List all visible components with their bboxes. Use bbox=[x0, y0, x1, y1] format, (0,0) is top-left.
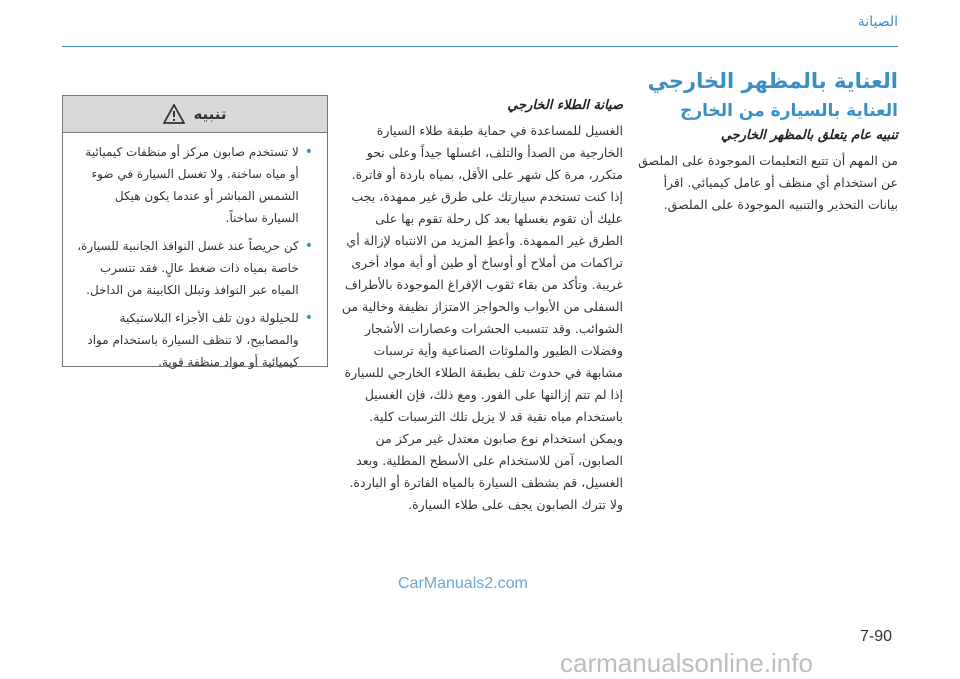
bullet-dot-icon: • bbox=[304, 238, 313, 254]
header-divider bbox=[62, 46, 898, 47]
footer-watermark: carmanualsonline.info bbox=[560, 648, 813, 678]
middle-column bbox=[340, 96, 623, 516]
paint-care-text: الغسيل للمساعدة في حماية طبقة طلاء السيارة الخارجية من الصدأ والتلف، اغسلها جيداً وعلى نحو متكرر، مرة كل شهر على الأقل، بمياه باردة أو فاترة. إذا كنت تستخدم سيارتك على طرق غير ممهدة، يجب عليك أن تقوم بغسلها بعد كل رحلة تقوم بها على الطرق غير الممهدة. وأعطِ المزيد من الانتباه لإزالة أي تراكمات من أملاح أو أوساخ أو طين أو أية مواد أخرى غريبة. وتأكد من بقاء ثقوب الإفراغ الموجودة بالأطراف السفلى من الأبواب والحواجز الامتزاز نظيفة وخالية من الشوائب. وقد تتسبب الحشرات وعصارات الأشجار وفضلات الطيور والملوثات الصناعية وأية ترسبات مشابهة في حدوث تلف بطبقة الطلاء الخارجي للسيارة إذا لم تتم إزالتها على الفور. ومع ذلك، فإن الغسيل باستخدام مياه نقية قد لا يزيل تلك الترسبات كلية. ويمكن استخدام نوع صابون معتدل غير مركز من الصابون، آمن للاستخدام على الأسطح المطلية. وبعد الغسيل، قم بشطف السيارة بالمياه الفاترة أو الباردة. ولا تترك الصابون يجف على طلاء السيارة. bbox=[341, 123, 623, 512]
caution-item bbox=[77, 307, 313, 373]
caution-body bbox=[63, 133, 327, 373]
caution-item bbox=[77, 235, 313, 301]
caution-item bbox=[77, 141, 313, 229]
caution-item-text: كن حريصاً عند غسل النوافذ الجانبية للسيارة، خاصة بمياه ذات ضغط عالٍ. فقد تتسرب المياه عبر النوافذ وتبلل الكابينة من الداخل. bbox=[77, 239, 299, 297]
caution-item-text: للحيلولة دون تلف الأجزاء البلاستيكية والمصابيح، لا تنظف السيارة باستخدام مواد كيميائية أو مواد منظفة قوية. bbox=[87, 311, 299, 369]
general-caution-heading: تنبيه عام يتعلق بالمظهر الخارجي bbox=[720, 128, 898, 143]
section-header: الصيانة bbox=[857, 14, 898, 30]
watermark-link[interactable]: CarManuals2.com bbox=[398, 575, 528, 592]
right-column bbox=[636, 66, 898, 216]
page-number: 7-90 bbox=[860, 628, 893, 645]
general-caution-text: من المهم أن تتبع التعليمات الموجودة على الملصق عن استخدام أي منظف أو عامل كيميائي. اقرأ بيانات التحذير والتنبيه الموجودة على الملصق. bbox=[638, 153, 898, 212]
page-subtitle: العناية بالسيارة من الخارج bbox=[680, 101, 898, 121]
warning-triangle-icon bbox=[163, 104, 185, 124]
bullet-dot-icon: • bbox=[304, 310, 313, 326]
bullet-dot-icon: • bbox=[304, 144, 313, 160]
paint-care-heading: صيانة الطلاء الخارجي bbox=[507, 98, 623, 113]
caution-title: تنبيه bbox=[193, 105, 227, 123]
page-title: العناية بالمظهر الخارجي bbox=[647, 69, 898, 93]
caution-item-text: لا تستخدم صابون مركز أو منظفات كيميائية أو مياه ساخنة. ولا تغسل السيارة في ضوء الشمس المباشر أو عندما يكون هيكل السيارة ساخناً. bbox=[85, 145, 299, 225]
caution-header bbox=[63, 96, 327, 133]
caution-box bbox=[62, 95, 328, 367]
